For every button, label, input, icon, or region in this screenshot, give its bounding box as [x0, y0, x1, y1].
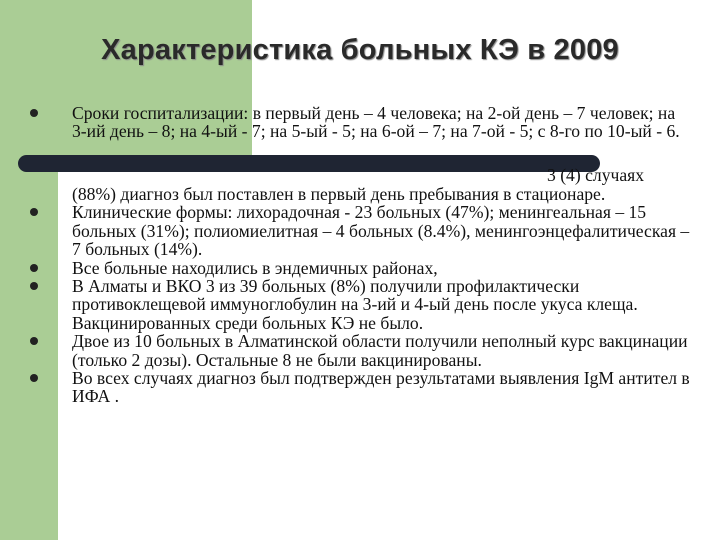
obscured-line-right-text: 3 (4) случаях — [547, 165, 645, 185]
list-item — [30, 185, 690, 203]
list-item — [30, 332, 690, 369]
list-item — [30, 277, 690, 332]
bullet-list — [30, 104, 690, 406]
list-item — [30, 203, 690, 258]
list-item — [30, 369, 690, 406]
list-item-text: Все больные находились в эндемичных районах, — [72, 257, 438, 278]
bullet-icon — [30, 208, 38, 216]
bullet-icon — [30, 282, 38, 290]
list-item-text: Сроки госпитализации: в первый день – 4 человека; на 2-ой день – 7 человек; на 3-ий день – 8; на 4-ый - 7; на 5-ый - 5; на 6-ой – 7; на 7-ой - 5; с 8-го по 10-ый - 6. — [72, 103, 680, 142]
bullet-icon — [30, 109, 38, 117]
list-item-text: Во всех случаях диагноз был подтвержден результатами выявления IgM антител в ИФА . — [72, 368, 690, 407]
list-item — [30, 259, 690, 277]
bullet-icon — [30, 264, 38, 272]
bullet-icon — [30, 374, 38, 382]
list-item-text: В Алматы и ВКО 3 из 39 больных (8%) получили профилактически противоклещевой иммуноглобулин на 3-ий и 4-ый день после укуса клеща. Вакцинированных среди больных КЭ не было. — [72, 276, 638, 333]
list-item-text: Клинические формы: лихорадочная - 23 больных (47%); менингеальная – 15 больных (31%); полиомиелитная – 4 больных (8.4%), менингоэнцефалитическая – 7 больных (14%). — [72, 202, 690, 260]
list-item — [30, 104, 690, 159]
list-item-text: Двое из 10 больных в Алматинской области получили неполный курс вакцинации (только 2 дозы). Остальные 8 не были вакцинированы. — [72, 331, 688, 370]
slide-title: Характеристика больных КЭ в 2009 — [101, 34, 619, 66]
list-item-text: (88%) диагноз был поставлен в первый день пребывания в стационаре. — [72, 184, 606, 204]
bullet-icon — [30, 337, 38, 345]
